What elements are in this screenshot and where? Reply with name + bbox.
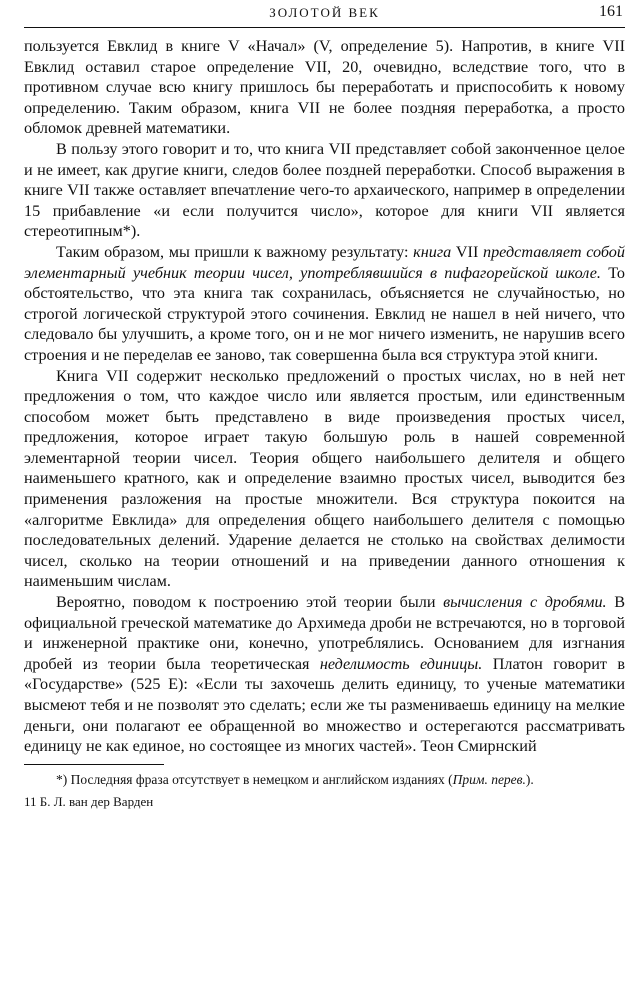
running-title: ЗОЛОТОЙ ВЕК [269,5,380,20]
paragraph-3-rest: То обстоятельство, что эта книга так сохранилась, объясняется не случайностью, но строгой логической структурой этого сочинения. Евклид не нашел в ней ничего, что следовало бы улучшить, а кроме того, он и не мог ничего изменить, не нарушив всего строения и не переделав ее заново, так совершенна была вся структура этой книги. [24,263,626,364]
paragraph-4-text: Книга VII содержит несколько предложений о простых числах, но в ней нет предложения о том, что каждое число или является простым, или единственным способом может быть представлено в виде произведения простых чисел, предложения, которое играет такую большую роль в нашей современной элементарной теории чисел. Теория общего наибольшего делителя и общего наименьшего кратного, как и определение взаимно простых чисел, выводится без применения разложения на простые множители. Вся структура покоится на «алгоритме Евклида» для определения общего наибольшего делителя с помощью последовательных делений. Ударение делается не столько на свойствах делимости чисел, сколько на теории отношений и на приведении данного отношения к наименьшим числам. [24,366,625,591]
printer-signature: 11 Б. Л. ван дер Варден [24,793,154,809]
paragraph-4 [24,366,625,593]
paragraph-1 [24,36,625,139]
footnote-main: *) Последняя фраза отсутствует в немецком и английском изданиях ( [56,771,453,787]
paragraph-1-text: пользуется Евклид в книге V «Начал» (V, определение 5). Напротив, в книге VII Евклид оставил старое определение VII, 20, очевидно, вследствие того, что в противном случае всю книгу пришлось бы переработать и приспособить к новому определению. Таким образом, книга VII не более поздняя переработка, а просто обломок древней математики. [24,37,625,138]
paragraph-3-text: Таким образом, мы пришли к важному результату: [56,242,414,261]
paragraph-5-rest: Платон говорит в «Государстве» (525 E): «Если ты захочешь делить единицу, то ученые математики высмеют тебя и не позволят это сделать; если же ты размениваешь единицу на мелкие деньги, они полагают ее обращенной во множество и остерегаются рассматривать единицу не как единое, но состоящее из многих частей». Теон Смирнский [24,654,626,756]
paragraph-2 [24,139,625,242]
paragraph-5-italic-indivisibility: неделимость единицы. [319,654,483,673]
paragraph-3-book-number: VII [451,242,483,261]
footnote [24,771,625,788]
page-number: 161 [599,3,623,20]
paragraph-3 [24,242,625,366]
page-header [24,0,625,28]
paragraph-5-middle: В официальной греческой математике до Архимеда дроби не встречаются, но в торговой и инженерной практике они, конечно, употреблялись. Основанием для изгнания дробей из теории была теоретическая [24,593,625,673]
paragraph-5-text: Вероятно, поводом к построению этой теории были [56,593,444,612]
footnote-divider [24,764,164,765]
paragraph-3-italic-thesis: представляет собой элементарный учебник теории чисел, употреблявшийся в пифагорейской школе. [24,242,625,282]
footnote-end: ). [525,771,534,787]
paragraph-5-italic-fractions: вычисления с дробями. [443,593,607,612]
body-text [24,36,625,757]
footnote-text [24,771,625,788]
paragraph-3-italic-book: книга [413,242,452,261]
footnote-italic-note: Прим. перев. [452,771,526,787]
paragraph-5 [24,592,625,757]
paragraph-2-text: В пользу этого говорит и то, что книга VII представляет собой законченное целое и не имеет, как другие книги, следов более поздней переработки. Способ выражения в книге VII также оставляет впечатление чего-то архаического, например в определении 15 прибавление «и если получится число», которое для книги VII является стереотипным*). [24,139,625,241]
